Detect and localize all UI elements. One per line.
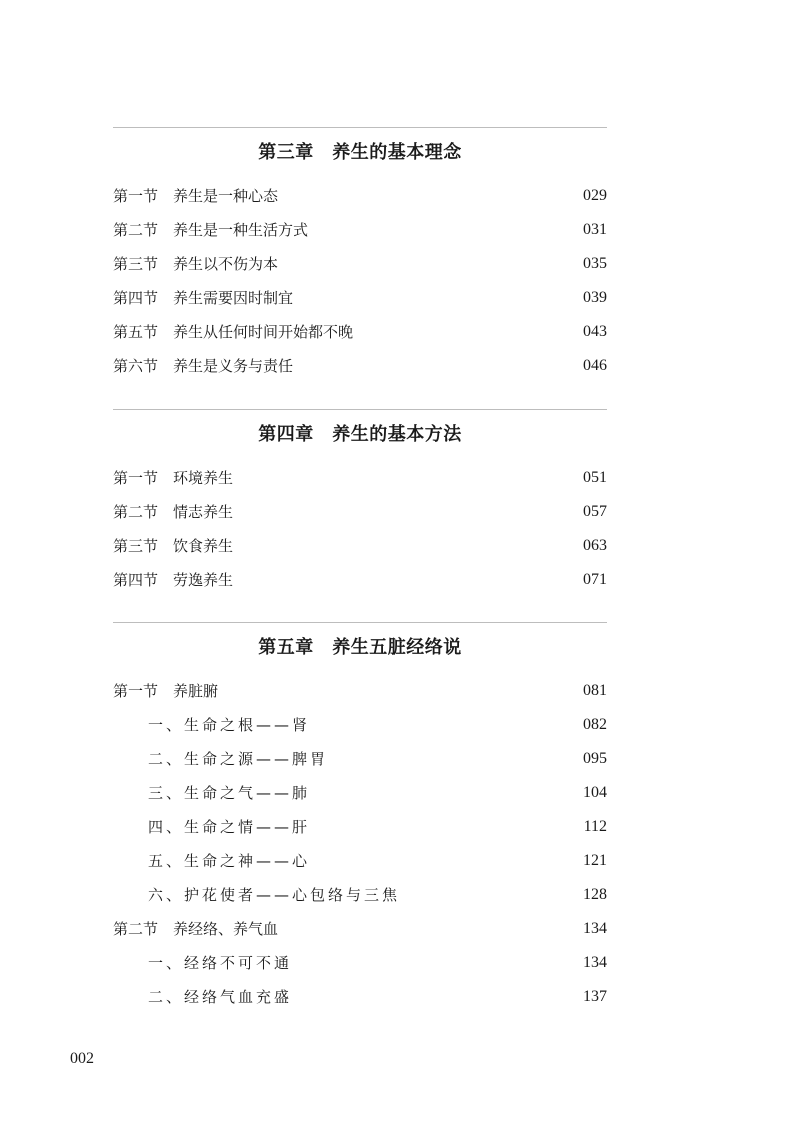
entry-page-number: 046 xyxy=(583,357,607,374)
entry-page-number: 043 xyxy=(583,323,607,340)
toc-subentry[interactable] xyxy=(113,980,607,1014)
entry-page-number: 081 xyxy=(583,682,607,699)
entry-title: 第三节 饮食养生 xyxy=(113,537,234,555)
toc-subentry[interactable] xyxy=(113,776,607,810)
entry-page-number: 112 xyxy=(583,818,607,835)
entry-title: 第三节 养生以不伤为本 xyxy=(113,255,279,273)
chapter-section xyxy=(113,127,607,383)
entry-page-number: 035 xyxy=(583,255,607,272)
chapter-heading: 第五章 养生五脏经络说 xyxy=(258,637,462,657)
chapter-section xyxy=(113,622,607,1014)
toc-entry[interactable] xyxy=(113,674,607,708)
entry-title: 二、经络气血充盛 xyxy=(148,988,293,1006)
entry-title: 一、经络不可不通 xyxy=(148,954,293,972)
entry-title: 三、生命之气——肺 xyxy=(148,784,311,802)
toc-entry[interactable] xyxy=(113,912,607,946)
entry-title: 第四节 劳逸养生 xyxy=(113,571,234,589)
entry-title: 第二节 养生是一种生活方式 xyxy=(113,221,309,239)
toc-subentry[interactable] xyxy=(113,810,607,844)
toc-entry[interactable] xyxy=(113,281,607,315)
entry-page-number: 039 xyxy=(583,289,607,306)
entry-page-number: 071 xyxy=(583,571,607,588)
entry-title: 第四节 养生需要因时制宜 xyxy=(113,289,294,307)
entry-page-number: 095 xyxy=(583,750,607,767)
page-number: 002 xyxy=(70,1050,94,1067)
toc-entry[interactable] xyxy=(113,529,607,563)
toc-entry[interactable] xyxy=(113,563,607,597)
entry-title: 第一节 环境养生 xyxy=(113,469,234,487)
entry-page-number: 031 xyxy=(583,221,607,238)
entry-page-number: 134 xyxy=(583,920,607,937)
entry-page-number: 057 xyxy=(583,503,607,520)
toc-entry[interactable] xyxy=(113,461,607,495)
entry-page-number: 063 xyxy=(583,537,607,554)
entry-title: 第一节 养脏腑 xyxy=(113,682,219,700)
entry-title: 第二节 养经络、养气血 xyxy=(113,920,279,938)
entry-title: 第五节 养生从任何时间开始都不晚 xyxy=(113,323,354,341)
entry-title: 五、生命之神——心 xyxy=(148,852,311,870)
entry-title: 第二节 情志养生 xyxy=(113,503,234,521)
entry-page-number: 137 xyxy=(583,988,607,1005)
entry-page-number: 082 xyxy=(583,716,607,733)
entry-title: 第一节 养生是一种心态 xyxy=(113,187,279,205)
entry-page-number: 104 xyxy=(583,784,607,801)
toc-subentry[interactable] xyxy=(113,708,607,742)
toc-subentry[interactable] xyxy=(113,946,607,980)
toc-subentry[interactable] xyxy=(113,742,607,776)
toc-entry[interactable] xyxy=(113,349,607,383)
entry-page-number: 121 xyxy=(583,852,607,869)
toc-entry[interactable] xyxy=(113,315,607,349)
entry-title: 一、生命之根——肾 xyxy=(148,716,311,734)
entry-title: 二、生命之源——脾胃 xyxy=(148,750,329,768)
chapter-section xyxy=(113,409,607,597)
toc-subentry[interactable] xyxy=(113,878,607,912)
chapter-heading: 第四章 养生的基本方法 xyxy=(258,424,462,444)
entry-title: 四、生命之情——肝 xyxy=(148,818,311,836)
toc-entry[interactable] xyxy=(113,247,607,281)
entry-page-number: 134 xyxy=(583,954,607,971)
chapter-heading: 第三章 养生的基本理念 xyxy=(258,142,462,162)
entry-title: 第六节 养生是义务与责任 xyxy=(113,357,294,375)
entry-page-number: 051 xyxy=(583,469,607,486)
toc-entry[interactable] xyxy=(113,213,607,247)
entry-page-number: 029 xyxy=(583,187,607,204)
toc-entry[interactable] xyxy=(113,495,607,529)
entry-title: 六、护花使者——心包络与三焦 xyxy=(148,886,401,904)
toc-subentry[interactable] xyxy=(113,844,607,878)
toc-entry[interactable] xyxy=(113,179,607,213)
entry-page-number: 128 xyxy=(583,886,607,903)
